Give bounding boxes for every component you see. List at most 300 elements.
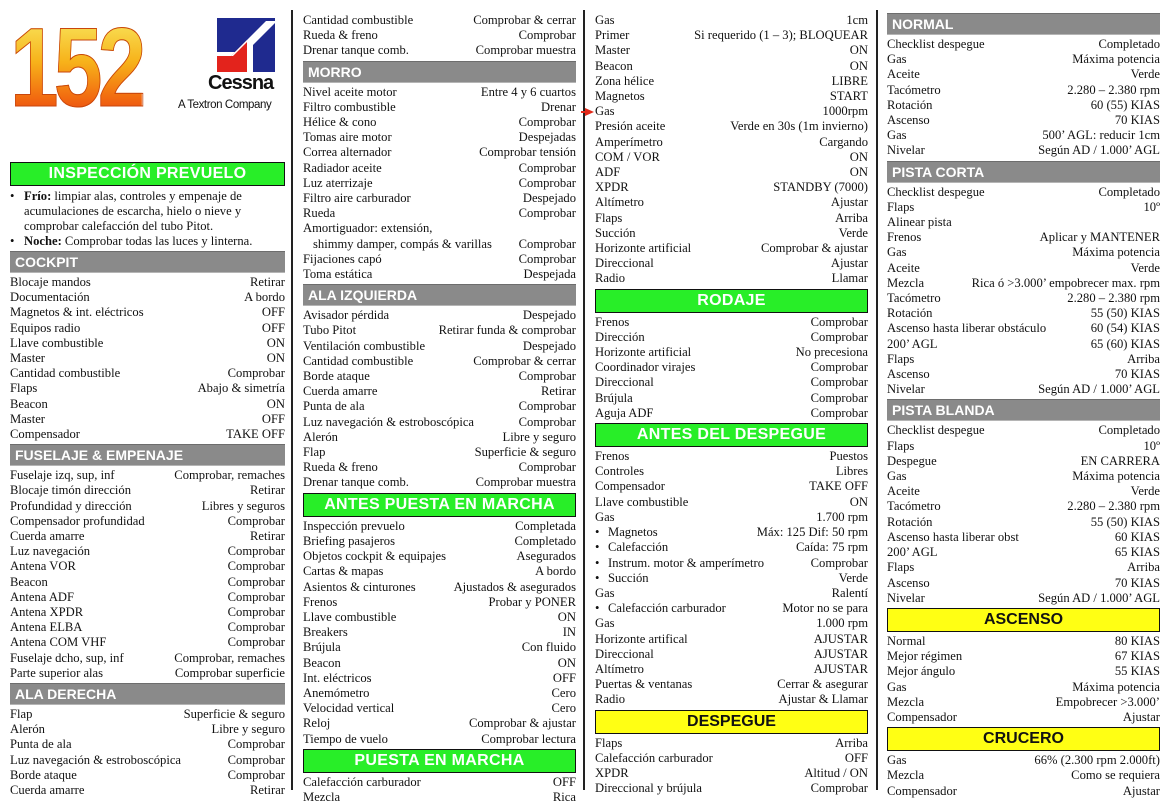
checklist-item-label: Rueda & freno [303,28,378,43]
checklist-row [887,37,1160,52]
checklist-row [887,560,1160,575]
checklist-item-value: Comprobar & cerrar [473,353,576,368]
checklist-item-value: 65 (60) KIAS [1090,336,1160,351]
checklist-item-label: Gas [595,13,615,27]
checklist-row [10,635,285,650]
checklist-item-label: Tomas aire motor [303,130,392,145]
checklist-item-label: Borde ataque [10,767,77,782]
section-antes-puesta-en-marcha [303,519,576,747]
checklist-row [595,647,868,662]
checklist-row [595,540,868,555]
column-3 [595,13,868,796]
checklist-item-label: Puertas & ventanas [595,677,693,692]
checklist-item-value: Comprobar [518,460,576,475]
checklist-row [887,276,1160,291]
checklist-item-label: Cuerda amarre [10,783,85,798]
checklist-item-value: ON [557,609,576,624]
checklist-item-value: 70 KIAS [1114,113,1160,128]
checklist-row [10,499,285,514]
checklist-item-value: Comprobar [227,737,285,752]
checklist-item-value: Despejado [522,191,576,206]
checklist-item-value: Comprobar [227,559,285,574]
checklist-item-label: Horizonte artificial [595,241,692,256]
checklist-item-value: ON [266,335,285,350]
checklist-item-label: Mezcla [887,275,925,290]
checklist-item-value: OFF [844,750,868,765]
checklist-item-value: 55 (50) KIAS [1090,514,1160,529]
checklist-item-label: Compensador [10,427,80,442]
checklist-row [303,460,576,475]
checklist-item-label: Compensador [887,709,957,724]
checklist-item-value: 2.280 – 2.380 rpm [1067,291,1160,306]
checklist-item-value: Máxima potencia [1072,469,1160,484]
section-header-despegue: DESPEGUE [595,710,868,734]
checklist-item-value: Ajustar & Llamar [778,692,868,707]
checklist-item-label: Antena VOR [10,559,76,574]
checklist-item-label: Drenar tanque comb. [303,43,409,58]
checklist-item-value: Cerrar & asegurar [777,677,868,692]
checklist-item-value: Comprobar [518,236,576,251]
checklist-row [10,275,285,290]
checklist-item-label: Direccional [595,646,654,661]
checklist-item-label: Magnetos [595,89,645,104]
checklist-item-value: Completado [514,533,576,548]
checklist-row [303,732,576,747]
checklist-row [303,399,576,414]
checklist-item-label: Zona hélice [595,73,655,88]
checklist-item-value: Como se requiera [1071,768,1160,783]
checklist-item-label: Toma estática [303,267,373,282]
column-divider [291,10,293,790]
checklist-item-label: Cartas & mapas [303,564,384,579]
checklist-item-label: Aguja ADF [595,405,654,420]
checklist-item-label: Nivelar [887,382,925,397]
checklist-item-label: Luz navegación [10,544,91,559]
section-header-pista-blanda: PISTA BLANDA [887,399,1160,421]
checklist-row [595,375,868,390]
checklist-item-value: AJUSTAR [813,661,868,676]
section-header-ala-izquierda: ALA IZQUIERDA [303,284,576,306]
checklist-item-label: Aceite [887,260,920,275]
checklist-item-value: Puestos [829,449,868,464]
checklist-item-value: Despejado [522,308,576,323]
checklist-item-value: Ralentí [831,585,868,600]
checklist-item-label: Normal [887,633,926,648]
checklist-row [303,686,576,701]
checklist-item-value: Comprobar [227,767,285,782]
checklist-row [303,308,576,323]
checklist-item-label: Coordinador virajes [595,360,696,375]
checklist-row [303,580,576,595]
checklist-row [303,625,576,640]
checklist-row [887,52,1160,67]
checklist-item-value: Rica [552,789,576,804]
checklist-row [887,321,1160,336]
checklist-item-value: Caída: 75 rpm [795,540,868,555]
checklist-item-label: Punta de ala [10,737,72,752]
section-header-morro: MORRO [303,61,576,83]
checklist-item-value: Máxima potencia [1072,679,1160,694]
checklist-item-label: COM / VOR [595,149,660,164]
checklist-item-label: Llave combustible [595,494,689,509]
checklist-item-value: Comprobar [227,605,285,620]
checklist-row [887,649,1160,664]
checklist-row [595,586,868,601]
checklist-item-value: Superficie & seguro [474,445,576,460]
checklist-item-label: Asientos & cinturones [303,579,416,594]
checklist-item-value: Verde [1130,260,1160,275]
checklist-row [303,43,576,58]
checklist-item-value: Comprobar [810,360,868,375]
checklist-item-label: Frenos [595,449,630,464]
checklist-row [595,510,868,525]
checklist-item-label: • Magnetos [595,525,658,540]
checklist-item-value: Cargando [819,134,868,149]
checklist-row [595,632,868,647]
checklist-row [595,271,868,286]
checklist-row [595,165,868,180]
checklist-item-label: Antena ADF [10,589,75,604]
checklist-item-value: Entre 4 y 6 cuartos [480,84,576,99]
checklist-item-value: Comprobar [518,206,576,221]
checklist-row [595,43,868,58]
checklist-row [10,722,285,737]
checklist-item-value: Comprobar [227,513,285,528]
checklist-item-label: Frenos [595,314,630,329]
checklist-item-label: Blocaje timón dirección [10,483,131,498]
checklist-item-label: Antena XPDR [10,605,84,620]
checklist-row [10,412,285,427]
checklist-item-value: Libre y seguro [502,429,576,444]
checklist-item-value: Superficie & seguro [183,707,285,722]
checklist-item-label: Cantidad combustible [303,13,414,27]
checklist-item-value: Comprobar [810,405,868,420]
checklist-item-value: Completado [1098,184,1160,199]
checklist-item-value: Comprobar [518,414,576,429]
checklist-row [887,143,1160,158]
checklist-row [10,768,285,783]
checklist-row [303,206,576,221]
checklist-row [10,336,285,351]
model-number: 152 [10,5,142,130]
checklist-item-label: ADF [595,165,621,180]
checklist-item-value: Máx: 125 Dif: 50 rpm [756,525,868,540]
checklist-item-label: Tacómetro [887,291,941,306]
checklist-row [887,591,1160,606]
cessna-logo-icon [217,18,275,72]
checklist-row [303,595,576,610]
checklist-item-label: Punta de ala [303,399,365,414]
checklist-row [10,305,285,320]
checklist-item-value: ON [849,149,868,164]
checklist-item-value: Aplicar y MANTENER [1039,230,1160,245]
checklist-row [595,766,868,781]
note-text: Comprobar todas las luces y linterna. [61,234,253,248]
checklist-item-label: Filtro combustible [303,99,396,114]
section-cockpit [10,275,285,442]
checklist-item-label: Parte superior alas [10,665,104,680]
column-divider [583,10,585,790]
checklist-row [887,695,1160,710]
checklist-item-label: Borde ataque [303,369,370,384]
checklist-row [887,423,1160,438]
section-header-pista-corta: PISTA CORTA [887,161,1160,183]
checklist-item-label: Ascenso hasta liberar obstáculo [887,321,1047,336]
checklist-item-value: Empobrecer >3.000’ [1055,694,1160,709]
checklist-row [595,135,868,150]
checklist-row [887,484,1160,499]
checklist-item-label: Fijaciones capó [303,251,382,266]
checklist-row [595,226,868,241]
checklist-item-label: Frenos [887,230,922,245]
checklist-item-value: TAKE OFF [226,427,285,442]
checklist-item-value: Retirar funda & comprobar [438,323,576,338]
checklist-row [303,28,576,43]
checklist-item-label: Ascenso hasta liberar obst [887,529,1019,544]
checklist-row [303,610,576,625]
logo [10,0,285,160]
checklist-row [595,677,868,692]
checklist-item-value: Según AD / 1.000’ AGL [1038,143,1160,158]
checklist-row [10,529,285,544]
checklist-item-label: Tubo Pitot [303,323,357,338]
section-header-ala-derecha: ALA DERECHA [10,683,285,705]
checklist-item-value: Comprobar tensión [479,145,576,160]
checklist-item-value: Verde en 30s (1m invierno) [730,119,868,134]
checklist-row [10,651,285,666]
checklist-item-label: Ascenso [887,113,930,128]
section-fuselaje [10,468,285,681]
checklist-row [303,384,576,399]
checklist-item-value: Comprobar muestra [475,475,576,490]
checklist-item-label: Flaps [887,199,915,214]
checklist-row [303,701,576,716]
checklist-item-label: Brújula [303,640,341,655]
checklist-item-label: Nivelar [887,143,925,158]
checklist-item-value: Comprobar [518,399,576,414]
checklist-item-value: ON [849,58,868,73]
checklist-item-value: Arriba [835,735,868,750]
checklist-row [887,261,1160,276]
checklist-row [595,315,868,330]
checklist-item-label: Aceite [887,484,920,499]
checklist-row [10,666,285,681]
checklist-item-value: 2.280 – 2.380 rpm [1067,499,1160,514]
checklist-item-label: Direccional [595,256,654,271]
checklist-item-label: Llave combustible [10,335,104,350]
checklist-item-value: Retirar [541,384,576,399]
checklist-item-value: Comprobar [518,28,576,43]
checklist-item-label: Gas [887,679,907,694]
checklist-item-value: Drenar [541,99,576,114]
checklist-item-value: Arriba [1127,560,1160,575]
checklist-row [595,391,868,406]
section-ala-izquierda [303,308,576,490]
checklist-row [303,671,576,686]
checklist-item-value: 1.000 rpm [816,616,868,631]
checklist-item-label: Hélice & cono [303,115,377,130]
checklist-item-label: Flaps [887,438,915,453]
checklist-item-label: Ascenso [887,367,930,382]
checklist-item-value: Comprobar [227,752,285,767]
checklist-item-label: Ascenso [887,575,930,590]
checklist-item-value: Verde [1130,484,1160,499]
section-header-fuselaje: FUSELAJE & EMPENAJE [10,444,285,466]
checklist-row [595,74,868,89]
checklist-item-value: Comprobar [810,375,868,390]
checklist-row [10,753,285,768]
checklist-item-label: Radiador aceite [303,160,382,175]
checklist-row [887,245,1160,260]
checklist-item-value: OFF [552,670,576,685]
checklist-row [303,221,576,236]
checklist-item-label: Gas [595,585,615,600]
checklist-row [303,445,576,460]
checklist-item-label: Gas [595,616,615,631]
checklist-row [887,185,1160,200]
checklist-row [303,354,576,369]
section-puesta-en-marcha-continued [595,13,868,287]
checklist-item-value: Despejada [523,267,576,282]
checklist-row [303,161,576,176]
checklist-item-label: XPDR [595,765,629,780]
column-2 [303,13,576,805]
checklist-row [595,13,868,28]
checklist-item-label: Breakers [303,625,348,640]
checklist-item-value: 1cm [846,13,868,27]
checklist-item-value: Cero [551,701,576,716]
checklist-item-value: Comprobar [518,175,576,190]
checklist-row [595,104,868,119]
checklist-item-value: Arriba [1127,351,1160,366]
section-header-cockpit: COCKPIT [10,251,285,273]
checklist-row [303,430,576,445]
checklist-item-value: Completada [515,518,576,533]
checklist-item-label: Altímetro [595,661,644,676]
brand-name: Cessna [208,72,274,94]
checklist-item-label: Drenar tanque comb. [303,475,409,490]
checklist-row [303,191,576,206]
checklist-item-label: Flap [303,445,326,460]
checklist-item-value: Según AD / 1.000’ AGL [1038,590,1160,605]
checklist-item-label: Luz navegación & estroboscópica [303,414,474,429]
checklist-row [887,454,1160,469]
checklist-item-value: Con fluido [521,640,576,655]
checklist-item-label: Checklist despegue [887,184,985,199]
checklist-item-value: Comprobar [810,329,868,344]
checklist-item-label: Frenos [303,594,338,609]
section-header-antes-del-despegue: ANTES DEL DESPEGUE [595,423,868,447]
checklist-item-value: 10º [1143,199,1160,214]
checklist-item-value: OFF [261,305,285,320]
checklist-item-value: Comprobar [227,620,285,635]
checklist-item-value: Asegurados [516,549,576,564]
checklist-item-label: Profundidad y dirección [10,498,132,513]
checklist-item-label: Altímetro [595,195,644,210]
checklist-item-label: Rotación [887,514,933,529]
checklist-item-value: ON [849,43,868,58]
checklist-item-value: TAKE OFF [809,479,868,494]
checklist-row [303,775,576,790]
checklist-row [10,544,285,559]
checklist-row [10,381,285,396]
checklist-row [303,415,576,430]
checklist-row [303,519,576,534]
note-label: Frío: [24,189,52,203]
checklist-item-value: Libre y seguro [211,722,285,737]
checklist-row [887,768,1160,783]
checklist-item-value: Ajustar [1122,709,1160,724]
checklist-item-value: 1.700 rpm [816,509,868,524]
checklist-item-label: Equipos radio [10,320,81,335]
checklist-item-value: 66% (2.300 rpm 2.000ft) [1034,753,1160,768]
checklist-row [10,366,285,381]
checklist-row [887,784,1160,799]
note-text: limpiar alas, controles y empenaje de acumulaciones de escarcha, hielo o nieve y comprobar calefacción del tubo Pitot. [24,189,242,233]
checklist-row [887,499,1160,514]
checklist-item-label: Beacon [303,655,341,670]
checklist-item-value: Comprobar [810,555,868,570]
checklist-item-value: No precesiona [795,345,868,360]
checklist-item-value: A bordo [244,290,285,305]
checklist-item-value: Ajustar [830,256,868,271]
checklist-row [887,382,1160,397]
checklist-item-label: Filtro aire carburador [303,191,411,206]
checklist-row [10,351,285,366]
checklist-item-label: Cantidad combustible [303,353,414,368]
section-rodaje [595,315,868,421]
section-header-ascenso: ASCENSO [887,608,1160,632]
checklist-item-label: Flaps [887,351,915,366]
checklist-item-label: Inspección prevuelo [303,518,405,533]
checklist-item-value: AJUSTAR [813,631,868,646]
checklist-row [10,321,285,336]
checklist-row [887,710,1160,725]
checklist-item-value: 10º [1143,438,1160,453]
checklist-item-label: Int. eléctricos [303,670,372,685]
section-ala-derecha [10,707,285,798]
checklist-item-label: Flaps [10,381,38,396]
checklist-row [303,130,576,145]
checklist-item-label: Velocidad vertical [303,701,395,716]
section-ascenso [887,634,1160,725]
checklist-row [303,267,576,282]
checklist-item-label: Nivel aceite motor [303,84,397,99]
checklist-row [303,475,576,490]
checklist-row [595,692,868,707]
checklist-row [303,176,576,191]
checklist-row [10,483,285,498]
checklist-row [595,330,868,345]
checklist-item-value: ON [266,351,285,366]
section-crucero [887,753,1160,799]
checklist-item-label: • Calefacción carburador [595,601,726,616]
checklist-item-label: Cantidad combustible [10,366,121,381]
checklist-row [595,736,868,751]
checklist-item-value: Comprobar & ajustar [760,241,868,256]
checklist-item-value: 2.280 – 2.380 rpm [1067,82,1160,97]
checklist-row [887,515,1160,530]
checklist-item-label: Magnetos & int. eléctricos [10,305,144,320]
checklist-row [303,534,576,549]
checklist-item-value: Máxima potencia [1072,52,1160,67]
checklist-row [10,468,285,483]
checklist-item-value: Retirar [250,483,285,498]
checklist-item-label: Luz aterrizaje [303,175,373,190]
checklist-row [10,605,285,620]
checklist-item-label: Avisador pérdida [303,308,390,323]
checklist-item-label: Calefacción carburador [303,774,421,789]
